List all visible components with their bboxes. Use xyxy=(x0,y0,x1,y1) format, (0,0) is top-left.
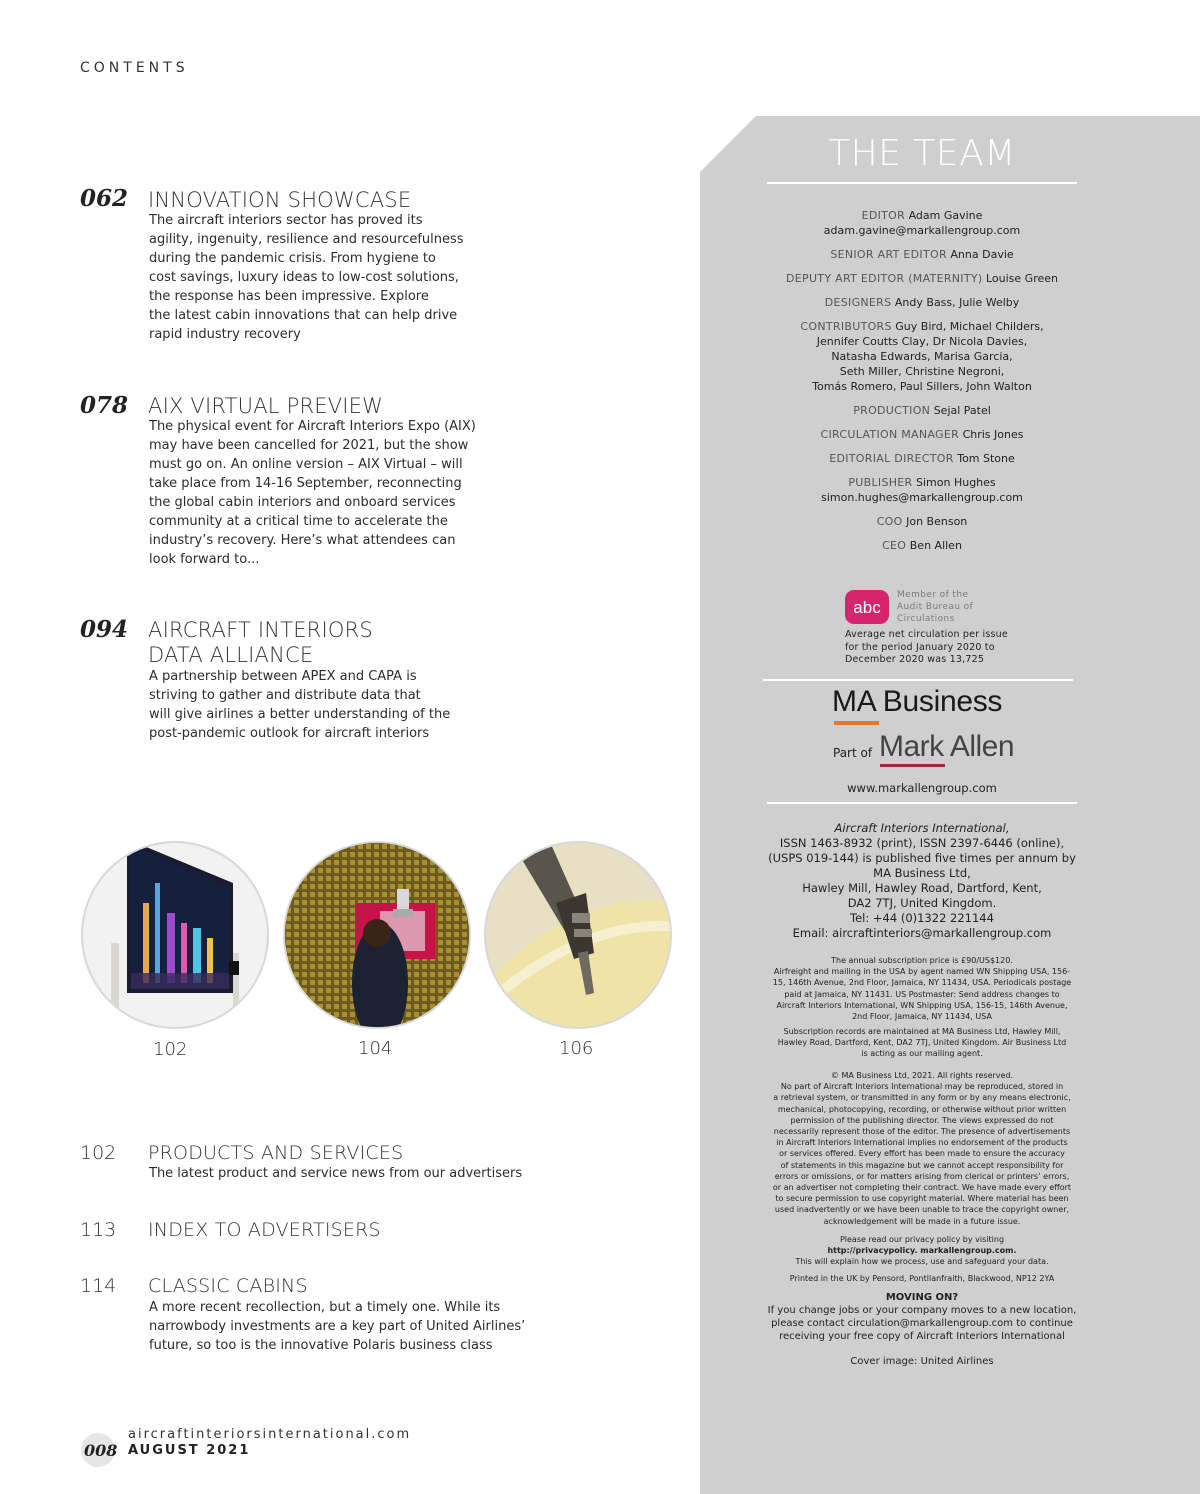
feature-title[interactable] xyxy=(148,618,373,668)
feature-body-line: industry’s recovery. Here’s what attendees can xyxy=(149,533,456,548)
team-name: Adam Gavine xyxy=(908,209,983,222)
team-name: Simon Hughes xyxy=(916,476,996,489)
team-name: Anna Davie xyxy=(950,248,1014,261)
team-role: PRODUCTION xyxy=(853,404,931,417)
fine-print-line: or services offered. Every effort has been made to ensure the accuracy xyxy=(779,1149,1065,1159)
publication-line: Aircraft Interiors International, xyxy=(834,821,1010,835)
feature-body-line: the global cabin interiors and onboard services xyxy=(149,495,456,510)
thumbnail-page-number: 102 xyxy=(153,1039,188,1060)
fine-print-line: The annual subscription price is £90/US$120. xyxy=(831,956,1013,965)
feature-title[interactable] xyxy=(148,188,411,213)
feature-body-line: The physical event for Aircraft Interiors Expo (AIX) xyxy=(149,419,476,434)
team-entry-coo xyxy=(767,514,1077,529)
team-entry-deputy-art-editor xyxy=(767,271,1077,286)
list-body-line: The latest product and service news from our advertisers xyxy=(149,1166,523,1181)
feature-title-line: DATA ALLIANCE xyxy=(148,643,314,667)
feature-body-line: A partnership between APEX and CAPA is xyxy=(149,669,417,684)
team-role: CONTRIBUTORS xyxy=(800,320,892,333)
paint-spraying-image[interactable] xyxy=(283,841,471,1029)
team-entry-editor xyxy=(767,208,1077,238)
page-number-badge-icon xyxy=(80,1430,120,1470)
feature-page-number[interactable]: 062 xyxy=(80,185,129,212)
team-name: Natasha Edwards, Marisa Garcia, xyxy=(831,350,1013,363)
team-name: Sejal Patel xyxy=(933,404,991,417)
fine-print-line: mechanical, photocopying, recording, or otherwise without prior written xyxy=(777,1104,1067,1114)
fine-print-line: of statements in this magazine but we cannot accept responsibility for xyxy=(780,1160,1064,1170)
thumbnail-page-number: 106 xyxy=(559,1038,594,1059)
feature-body-line: take place from 14-16 September, reconnecting xyxy=(149,476,462,491)
publication-line: Tel: +44 (0)1322 221144 xyxy=(850,911,994,925)
abc-logo-icon xyxy=(845,590,889,624)
team-email[interactable]: simon.hughes@markallengroup.com xyxy=(821,491,1023,504)
publication-line: Hawley Mill, Hawley Road, Dartford, Kent, xyxy=(802,881,1042,895)
team-role: EDITORIAL DIRECTOR xyxy=(829,452,954,465)
feature-title-line: INNOVATION SHOWCASE xyxy=(148,188,412,212)
footer-website[interactable]: aircraftinteriorsinternational.com xyxy=(128,1427,412,1442)
fine-print-line: errors or omissions, or for matters arising from clerical or printers’ errors, xyxy=(774,1171,1070,1181)
team-entry-circulation-manager xyxy=(767,427,1077,442)
fine-print-line: to secure permission to use copyright material. Where material has been xyxy=(775,1194,1069,1204)
team-role: COO xyxy=(876,515,903,528)
privacy-info xyxy=(765,1234,1079,1268)
circulation-line: Average net circulation per issue xyxy=(845,629,1008,640)
publication-line: ISSN 1463-8932 (print), ISSN 2397-6446 (online), xyxy=(779,836,1065,850)
fine-print-line: Airfreight and mailing in the USA by agent named WN Shipping USA, 156- xyxy=(773,967,1071,977)
list-page-number[interactable]: 102 xyxy=(80,1142,117,1164)
publication-info xyxy=(767,821,1077,941)
abc-membership xyxy=(897,589,973,625)
list-page-number[interactable]: 114 xyxy=(80,1275,117,1297)
fine-print-line: or an advertiser not completing their contract. We have made every effort xyxy=(772,1183,1072,1193)
circulation-line: December 2020 was 13,725 xyxy=(845,654,985,665)
divider xyxy=(767,182,1077,184)
feature-body-line: may have been cancelled for 2021, but the show xyxy=(149,438,469,453)
abc-member-line: Audit Bureau of xyxy=(897,602,974,612)
team-credits xyxy=(767,208,1077,562)
fine-print-line: © MA Business Ltd, 2021. All rights reserved. xyxy=(830,1071,1014,1080)
fine-print-line: No part of Aircraft Interiors International may be reproduced, stored in xyxy=(780,1082,1064,1092)
feature-body-line: rapid industry recovery xyxy=(149,327,301,342)
feature-body-line: agility, ingenuity, resilience and resourcefulness xyxy=(149,232,464,247)
part-of-label: Part of xyxy=(833,746,873,760)
team-email[interactable]: adam.gavine@markallengroup.com xyxy=(823,224,1021,237)
feature-body-line: The aircraft interiors sector has proved its xyxy=(149,213,423,228)
team-entry-ceo xyxy=(767,538,1077,553)
fine-print-line: acknowledgement will be made in a future issue. xyxy=(823,1216,1021,1226)
team-role: EDITOR xyxy=(861,209,906,222)
list-title[interactable]: INDEX TO ADVERTISERS xyxy=(148,1219,381,1241)
cover-image-credit: Cover image: United Airlines xyxy=(850,1356,994,1367)
team-name: Tom Stone xyxy=(957,452,1015,465)
moving-on-notice xyxy=(767,1291,1077,1343)
feature-body-line: must go on. An online version – AIX Virtual – will xyxy=(149,457,463,472)
list-title[interactable]: PRODUCTS AND SERVICES xyxy=(148,1142,404,1164)
ma-business-logo: MA Business xyxy=(832,685,1003,718)
team-role: CIRCULATION MANAGER xyxy=(820,428,960,441)
fine-print-line: is acting as our mailing agent. xyxy=(861,1049,983,1059)
team-entry-contributors xyxy=(767,319,1077,394)
feature-body-line: will give airlines a better understanding of the xyxy=(149,707,451,722)
fine-print-line: in Aircraft Interiors International implies no endorsement of the products xyxy=(776,1138,1068,1148)
privacy-policy-link[interactable]: http://privacypolicy. markallengroup.com. xyxy=(827,1246,1017,1256)
feature-title-line: AIRCRAFT INTERIORS xyxy=(148,618,373,642)
list-description xyxy=(149,1298,525,1355)
team-role: PUBLISHER xyxy=(848,476,913,489)
feature-body-line: striving to gather and distribute data that xyxy=(149,688,421,703)
list-page-number[interactable]: 113 xyxy=(80,1219,117,1241)
feature-description xyxy=(149,211,489,344)
team-name: Andy Bass, Julie Welby xyxy=(894,296,1020,309)
team-role: CEO xyxy=(882,539,907,552)
publication-line: MA Business Ltd, xyxy=(873,866,971,880)
feature-body-line: cost savings, luxury ideas to low-cost solutions, xyxy=(149,270,459,285)
feature-title[interactable] xyxy=(148,394,383,419)
feature-title-line: AIX VIRTUAL PREVIEW xyxy=(148,394,384,418)
moving-on-title: MOVING ON? xyxy=(885,1292,959,1303)
mark-allen-underline xyxy=(880,764,945,767)
fine-print-line: permission of the publishing director. The views expressed do not xyxy=(790,1115,1054,1125)
list-title[interactable]: CLASSIC CABINS xyxy=(148,1275,308,1297)
feature-page-number[interactable]: 078 xyxy=(80,392,129,419)
team-name: Guy Bird, Michael Childers, xyxy=(895,320,1044,333)
team-name: Jennifer Coutts Clay, Dr Nicola Davies, xyxy=(816,335,1028,348)
printer-info xyxy=(765,1273,1079,1284)
fine-print-line: Please read our privacy policy by visiting xyxy=(839,1235,1005,1244)
feature-body-line: post-pandemic outlook for aircraft interiors xyxy=(149,726,430,741)
team-entry-editorial-director xyxy=(767,451,1077,466)
team-name: Tomás Romero, Paul Sillers, John Walton xyxy=(812,380,1032,393)
list-body-line: narrowbody investments are a key part of United Airlines’ xyxy=(149,1319,526,1334)
display-screen-image[interactable] xyxy=(81,841,269,1029)
publication-line: (USPS 019-144) is published five times per annum by xyxy=(768,851,1076,865)
fine-print-line: Printed in the UK by Pensord, Pontllanfraith, Blackwood, NP12 2YA xyxy=(789,1274,1055,1283)
abc-member-line: Member of the xyxy=(897,590,969,600)
moving-on-line[interactable]: please contact circulation@markallengroup.com to continue xyxy=(771,1318,1073,1329)
feature-body-line: the response has been impressive. Explore xyxy=(149,289,429,304)
abc-logo-text: abc xyxy=(853,598,881,617)
list-body-line: A more recent recollection, but a timely one. While its xyxy=(149,1300,501,1315)
fine-print-line: a retrieval system, or transmitted in any form or by any means electronic, xyxy=(773,1093,1071,1103)
footer-page-number xyxy=(80,1430,120,1470)
fine-print-line: Aircraft Interiors International, WN Shipping USA, 156-15, 146th Avenue, xyxy=(776,1000,1068,1010)
feature-body-line: the latest cabin innovations that can help drive xyxy=(149,308,458,323)
team-name: Jon Benson xyxy=(906,515,968,528)
section-label: CONTENTS xyxy=(80,60,189,76)
footer-page-number-text: 008 xyxy=(84,1441,118,1460)
circulation-line: for the period January 2020 to xyxy=(845,641,995,653)
moving-on-line: receiving your free copy of Aircraft Interiors International xyxy=(779,1331,1065,1342)
team-role: DESIGNERS xyxy=(824,296,892,309)
feature-description xyxy=(149,667,489,743)
team-entry-production xyxy=(767,403,1077,418)
thumbnail-page-number: 104 xyxy=(358,1038,393,1059)
fine-print-line: paid at Jamaica, NY 11431. US Postmaster: Send address changes to xyxy=(784,989,1060,999)
team-title: THE TEAM xyxy=(828,133,1016,174)
fine-print-line: Subscription records are maintained at MA Business Ltd, Hawley Mill, xyxy=(783,1027,1061,1036)
website-link[interactable]: www.markallengroup.com xyxy=(847,781,997,795)
team-name: Seth Miller, Christine Negroni, xyxy=(839,365,1005,378)
divider xyxy=(767,802,1077,804)
ma-business-underline xyxy=(834,721,879,725)
feature-body-line: look forward to... xyxy=(149,552,260,567)
copyright-info xyxy=(765,1070,1079,1227)
team-role: SENIOR ART EDITOR xyxy=(830,248,947,261)
footer-issue-date: AUGUST 2021 xyxy=(128,1443,251,1458)
feature-description xyxy=(149,417,489,569)
feature-body-line: community at a critical time to accelerate the xyxy=(149,514,448,529)
publication-line[interactable]: Email: aircraftinteriors@markallengroup.com xyxy=(792,926,1052,940)
list-body-line: future, so too is the innovative Polaris business class xyxy=(149,1338,493,1353)
team-name: Ben Allen xyxy=(909,539,962,552)
fine-print-line: necessarily represent those of the editor. The presence of advertisements xyxy=(773,1127,1071,1137)
list-description xyxy=(149,1164,522,1183)
fine-print-line: This will explain how we process, use and safeguard your data. xyxy=(795,1257,1049,1267)
fine-print-line: used inadvertently or we have been unable to trace the copyright owner, xyxy=(774,1205,1070,1215)
publication-line: DA2 7TJ, United Kingdom. xyxy=(847,896,997,910)
team-name: Louise Green xyxy=(985,272,1058,285)
divider xyxy=(763,679,1073,681)
feature-body-line: during the pandemic crisis. From hygiene to xyxy=(149,251,436,266)
team-entry-senior-art-editor xyxy=(767,247,1077,262)
cnc-drill-image[interactable] xyxy=(484,841,672,1029)
feature-page-number[interactable]: 094 xyxy=(80,616,129,643)
subscription-info xyxy=(765,955,1079,1022)
fine-print-line: 15, 146th Avenue, 2nd Floor, Jamaica, NY 11434, USA. Periodicals postage xyxy=(772,978,1072,988)
records-info xyxy=(765,1026,1079,1060)
mark-allen-logo: Mark Allen xyxy=(879,730,1015,763)
fine-print-line: 2nd Floor, Jamaica, NY 11434, USA xyxy=(852,1012,992,1022)
team-name: Chris Jones xyxy=(962,428,1024,441)
team-entry-publisher xyxy=(767,475,1077,505)
abc-member-line: Circulations xyxy=(897,614,955,624)
moving-on-line: If you change jobs or your company moves to a new location, xyxy=(767,1305,1077,1316)
circulation-note xyxy=(845,629,1008,667)
fine-print-line: Hawley Road, Dartford, Kent, DA2 7TJ, United Kingdom. Air Business Ltd xyxy=(777,1038,1067,1048)
team-entry-designers xyxy=(767,295,1077,310)
team-role: DEPUTY ART EDITOR (MATERNITY) xyxy=(786,272,983,285)
